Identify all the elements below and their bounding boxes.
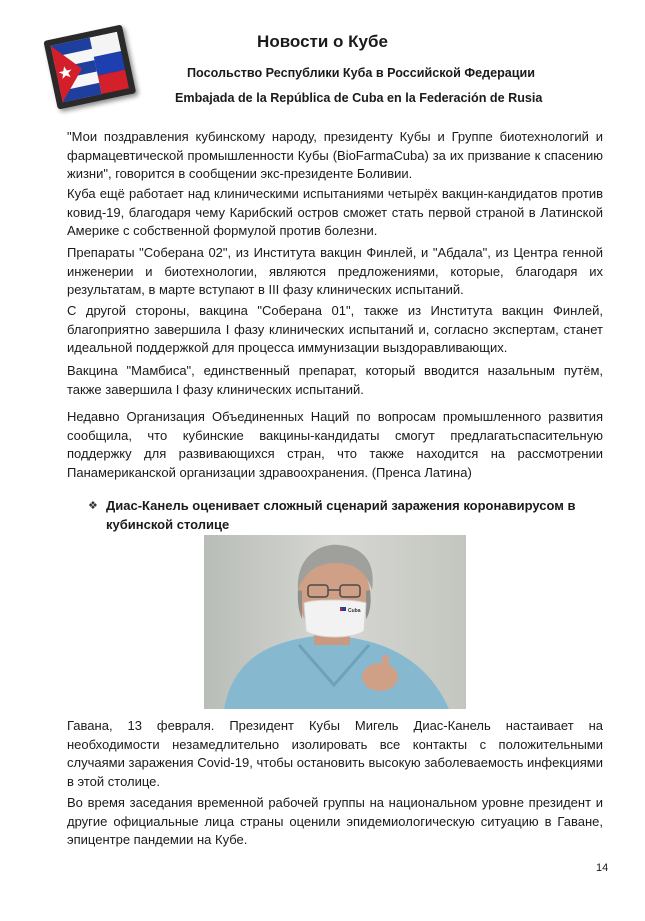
cuba-russia-flag-logo <box>35 13 144 122</box>
page-number: 14 <box>596 862 609 874</box>
subtitle-russian: Посольство Республики Куба в Российской Федерации <box>187 66 535 80</box>
subtitle-spanish: Embajada de la República de Cuba en la Federación de Rusia <box>175 91 543 105</box>
article-photo <box>204 535 466 709</box>
paragraph: Недавно Организация Объединенных Наций по вопросам промышленного развития сообщила, что кубинские вакцины-кандидаты смогут предлагатьспасительную поддержку для развивающихся стран, что также находится на рассмотрении Панамериканской организации здравоохранения. (Пренса Латина) <box>67 409 603 480</box>
paragraph: "Мои поздравления кубинскому народу, президенту Кубы и Группе биотехнологий и фармацевтической промышленности Кубы (BioFarmaCuba) за их призвание к спасению жизни", говорится в сообщении экс-президенте Боливии. <box>67 129 603 182</box>
paragraph: Куба ещё работает над клиническими испытаниями четырёх вакцин-кандидатов против ковид-19, благодаря чему Карибский остров сможет стать первой страной в Латинской Америке с собственной формулой против болезни. <box>67 186 603 239</box>
paragraph: Во время заседания временной рабочей группы на национальном уровне президент и другие официальные лица страны оценили эпидемиологическую ситуацию в Гаване, эпицентре пандемии на Кубе. <box>67 795 603 848</box>
paragraph: С другой стороны, вакцина "Соберана 01", также из Института вакцин Финлей, благоприятно завершила I фазу клинических испытаний и, согласно экспертам, станет идеальной поддержкой для процесса иммунизации выздоравливающих. <box>67 303 603 356</box>
article-heading: Диас-Канель оценивает сложный сценарий заражения коронавирусом в кубинской столице <box>106 498 576 532</box>
paragraph: Гавана, 13 февраля. Президент Кубы Мигель Диас-Канель настаивает на необходимости незамедлительно изолировать все контакты с положительными случаями заражения Covid-19, чтобы остановить высокую заболеваемость инфекциями в этой столице. <box>67 718 603 789</box>
paragraph: Препараты "Соберана 02", из Института вакцин Финлей, и "Абдала", из Центра генной инженерии и биотехнологии, являются предложениями, которые, благодаря их результатам, в марте вступают в III фазу клинических испытаний. <box>67 245 603 298</box>
bullet-icon: ❖ <box>88 500 98 512</box>
page-title: Новости о Кубе <box>257 32 388 51</box>
paragraph: Вакцина "Мамбиса", единственный препарат, который вводится назальным путём, также завершила I фазу клинических испытаний. <box>67 363 603 397</box>
mask-label: Cuba <box>348 608 361 614</box>
